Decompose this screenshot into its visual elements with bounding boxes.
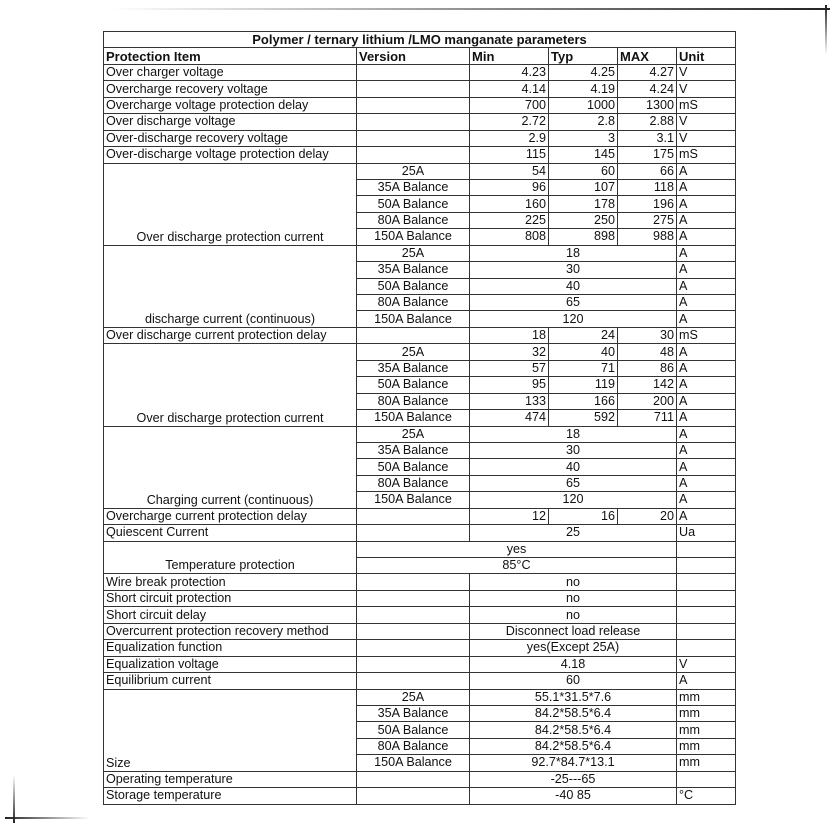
unit-cell: mm (677, 755, 736, 771)
version-cell (357, 771, 470, 787)
version-cell: 80A Balance (357, 475, 470, 491)
version-cell (357, 525, 470, 541)
value-cell: 25 (470, 525, 677, 541)
max-cell: 1300 (618, 97, 677, 113)
table-row (104, 656, 736, 672)
unit-cell: Ua (677, 525, 736, 541)
min-cell: 700 (470, 97, 549, 113)
unit-cell: A (677, 196, 736, 212)
version-cell: 50A Balance (357, 278, 470, 294)
version-cell: 35A Balance (357, 360, 470, 376)
protection-item: Operating temperature (104, 771, 357, 787)
value-cell: yes(Except 25A) (470, 640, 677, 656)
value-cell: -40 85 (470, 788, 677, 804)
unit-cell: V (677, 81, 736, 97)
value-cell: 40 (470, 278, 677, 294)
typ-cell: 107 (549, 179, 618, 195)
protection-item: Short circuit protection (104, 590, 357, 606)
table-row (104, 673, 736, 689)
unit-cell: A (677, 475, 736, 491)
value-cell: no (470, 590, 677, 606)
version-cell: 150A Balance (357, 755, 470, 771)
version-cell (357, 64, 470, 80)
min-cell: 133 (470, 393, 549, 409)
table-row (104, 114, 736, 130)
value-cell: Disconnect load release (470, 623, 677, 639)
typ-cell: 3 (549, 130, 618, 146)
protection-item: Over discharge protection current (104, 163, 357, 245)
max-cell: 196 (618, 196, 677, 212)
unit-cell: mS (677, 327, 736, 343)
crop-mark (110, 8, 830, 10)
column-header: Unit (677, 48, 736, 64)
table-row (104, 574, 736, 590)
unit-cell: mm (677, 738, 736, 754)
table-row (104, 327, 736, 343)
table-row (104, 147, 736, 163)
version-cell: 80A Balance (357, 295, 470, 311)
protection-item: Wire break protection (104, 574, 357, 590)
min-cell: 57 (470, 360, 549, 376)
min-cell: 4.14 (470, 81, 549, 97)
table-row (104, 81, 736, 97)
min-cell: 115 (470, 147, 549, 163)
unit-cell: A (677, 245, 736, 261)
min-cell: 474 (470, 410, 549, 426)
unit-cell: V (677, 656, 736, 672)
column-header: MAX (618, 48, 677, 64)
table-row (104, 64, 736, 80)
unit-cell: A (677, 393, 736, 409)
unit-cell (677, 574, 736, 590)
protection-item: Over discharge voltage (104, 114, 357, 130)
min-cell: 96 (470, 179, 549, 195)
table-row (104, 130, 736, 146)
version-cell: 25A (357, 163, 470, 179)
min-cell: 225 (470, 212, 549, 228)
version-cell (357, 656, 470, 672)
value-cell: 84.2*58.5*6.4 (470, 722, 677, 738)
value-cell: 65 (470, 295, 677, 311)
typ-cell: 4.25 (549, 64, 618, 80)
max-cell: 175 (618, 147, 677, 163)
unit-cell: V (677, 64, 736, 80)
version-cell (357, 623, 470, 639)
typ-cell: 166 (549, 393, 618, 409)
min-cell: 32 (470, 344, 549, 360)
unit-cell (677, 558, 736, 574)
version-cell: 25A (357, 245, 470, 261)
max-cell: 988 (618, 229, 677, 245)
protection-item: Overcurrent protection recovery method (104, 623, 357, 639)
version-cell: 150A Balance (357, 229, 470, 245)
table-row (104, 590, 736, 606)
table-row (104, 689, 736, 705)
crop-mark (13, 775, 15, 823)
max-cell: 711 (618, 410, 677, 426)
table-row (104, 640, 736, 656)
version-cell: 35A Balance (357, 705, 470, 721)
version-cell: 50A Balance (357, 196, 470, 212)
crop-mark (5, 817, 90, 819)
typ-cell: 119 (549, 377, 618, 393)
max-cell: 30 (618, 327, 677, 343)
typ-cell: 40 (549, 344, 618, 360)
version-cell (357, 574, 470, 590)
version-cell (357, 130, 470, 146)
version-cell: 50A Balance (357, 722, 470, 738)
table-row (104, 245, 736, 261)
min-cell: 2.9 (470, 130, 549, 146)
version-cell: 35A Balance (357, 442, 470, 458)
typ-cell: 898 (549, 229, 618, 245)
value-cell: 30 (470, 442, 677, 458)
unit-cell: V (677, 114, 736, 130)
max-cell: 4.24 (618, 81, 677, 97)
max-cell: 86 (618, 360, 677, 376)
protection-item: Over-discharge recovery voltage (104, 130, 357, 146)
value-cell: 120 (470, 311, 677, 327)
protection-item: Temperature protection (104, 541, 357, 574)
typ-cell: 250 (549, 212, 618, 228)
unit-cell: V (677, 130, 736, 146)
version-cell (357, 640, 470, 656)
unit-cell: A (677, 360, 736, 376)
min-cell: 4.23 (470, 64, 549, 80)
typ-cell: 592 (549, 410, 618, 426)
column-header: Version (357, 48, 470, 64)
max-cell: 2.88 (618, 114, 677, 130)
version-cell: 150A Balance (357, 492, 470, 508)
protection-item: Size (104, 689, 357, 771)
typ-cell: 145 (549, 147, 618, 163)
unit-cell: A (677, 410, 736, 426)
value-cell: no (470, 574, 677, 590)
table-row (104, 607, 736, 623)
value-cell: 30 (470, 262, 677, 278)
min-cell: 95 (470, 377, 549, 393)
version-cell (357, 97, 470, 113)
column-header: Typ (549, 48, 618, 64)
unit-cell: mm (677, 722, 736, 738)
unit-cell (677, 590, 736, 606)
column-header: Protection Item (104, 48, 357, 64)
table-row (104, 163, 736, 179)
unit-cell: °C (677, 788, 736, 804)
max-cell: 3.1 (618, 130, 677, 146)
version-cell: 50A Balance (357, 377, 470, 393)
value-cell: 55.1*31.5*7.6 (470, 689, 677, 705)
version-cell: 25A (357, 344, 470, 360)
unit-cell: A (677, 212, 736, 228)
crop-mark (825, 5, 827, 55)
protection-item: Equalization function (104, 640, 357, 656)
value-cell: 120 (470, 492, 677, 508)
unit-cell: A (677, 278, 736, 294)
protection-item: Equilibrium current (104, 673, 357, 689)
min-cell: 12 (470, 508, 549, 524)
table-row (104, 344, 736, 360)
value-cell: 18 (470, 426, 677, 442)
typ-cell: 4.19 (549, 81, 618, 97)
version-cell (357, 673, 470, 689)
version-cell (357, 607, 470, 623)
table-row (104, 525, 736, 541)
max-cell: 142 (618, 377, 677, 393)
typ-cell: 24 (549, 327, 618, 343)
table-row (104, 788, 736, 804)
min-cell: 2.72 (470, 114, 549, 130)
value-cell: 65 (470, 475, 677, 491)
version-cell (357, 508, 470, 524)
table-row (104, 623, 736, 639)
version-cell: 80A Balance (357, 738, 470, 754)
protection-item: Storage temperature (104, 788, 357, 804)
unit-cell: mS (677, 97, 736, 113)
unit-cell: A (677, 377, 736, 393)
protection-item: Overcharge voltage protection delay (104, 97, 357, 113)
protection-item: Short circuit delay (104, 607, 357, 623)
protection-item: Overcharge recovery voltage (104, 81, 357, 97)
version-cell: 25A (357, 426, 470, 442)
unit-cell: A (677, 262, 736, 278)
table-row (104, 508, 736, 524)
parameters-table (103, 31, 736, 805)
unit-cell: A (677, 179, 736, 195)
min-cell: 18 (470, 327, 549, 343)
unit-cell (677, 640, 736, 656)
unit-cell: mm (677, 705, 736, 721)
value-cell: no (470, 607, 677, 623)
unit-cell (677, 541, 736, 557)
protection-item: Quiescent Current (104, 525, 357, 541)
typ-cell: 60 (549, 163, 618, 179)
unit-cell (677, 607, 736, 623)
version-cell (357, 147, 470, 163)
value-cell: 40 (470, 459, 677, 475)
max-cell: 20 (618, 508, 677, 524)
max-cell: 66 (618, 163, 677, 179)
version-cell: 150A Balance (357, 410, 470, 426)
protection-item: Overcharge current protection delay (104, 508, 357, 524)
value-cell: 84.2*58.5*6.4 (470, 738, 677, 754)
unit-cell: A (677, 311, 736, 327)
version-cell (357, 788, 470, 804)
unit-cell: A (677, 295, 736, 311)
table-row (104, 97, 736, 113)
min-cell: 808 (470, 229, 549, 245)
unit-cell (677, 771, 736, 787)
typ-cell: 71 (549, 360, 618, 376)
max-cell: 118 (618, 179, 677, 195)
value-cell: yes (357, 541, 677, 557)
min-cell: 54 (470, 163, 549, 179)
version-cell (357, 81, 470, 97)
table-row (104, 426, 736, 442)
version-cell (357, 590, 470, 606)
value-cell: 92.7*84.7*13.1 (470, 755, 677, 771)
unit-cell: mS (677, 147, 736, 163)
table-row (104, 771, 736, 787)
typ-cell: 2.8 (549, 114, 618, 130)
typ-cell: 16 (549, 508, 618, 524)
unit-cell (677, 623, 736, 639)
unit-cell: A (677, 442, 736, 458)
max-cell: 275 (618, 212, 677, 228)
table-row (104, 541, 736, 557)
protection-item: discharge current (continuous) (104, 245, 357, 327)
header-row (104, 48, 736, 64)
typ-cell: 1000 (549, 97, 618, 113)
version-cell: 35A Balance (357, 262, 470, 278)
unit-cell: A (677, 508, 736, 524)
unit-cell: A (677, 459, 736, 475)
version-cell: 25A (357, 689, 470, 705)
protection-item: Over-discharge voltage protection delay (104, 147, 357, 163)
protection-item: Over charger voltage (104, 64, 357, 80)
value-cell: -25---65 (470, 771, 677, 787)
table-title: Polymer / ternary lithium /LMO manganate parameters (104, 32, 736, 48)
unit-cell: mm (677, 689, 736, 705)
value-cell: 60 (470, 673, 677, 689)
column-header: Min (470, 48, 549, 64)
protection-item: Over discharge protection current (104, 344, 357, 426)
typ-cell: 178 (549, 196, 618, 212)
protection-item: Over discharge current protection delay (104, 327, 357, 343)
unit-cell: A (677, 344, 736, 360)
version-cell (357, 114, 470, 130)
max-cell: 4.27 (618, 64, 677, 80)
protection-item: Charging current (continuous) (104, 426, 357, 508)
version-cell: 80A Balance (357, 393, 470, 409)
value-cell: 18 (470, 245, 677, 261)
version-cell: 150A Balance (357, 311, 470, 327)
value-cell: 85°C (357, 558, 677, 574)
unit-cell: A (677, 673, 736, 689)
max-cell: 200 (618, 393, 677, 409)
unit-cell: A (677, 163, 736, 179)
protection-item: Equalization voltage (104, 656, 357, 672)
min-cell: 160 (470, 196, 549, 212)
unit-cell: A (677, 229, 736, 245)
version-cell: 80A Balance (357, 212, 470, 228)
unit-cell: A (677, 492, 736, 508)
version-cell: 35A Balance (357, 179, 470, 195)
version-cell: 50A Balance (357, 459, 470, 475)
version-cell (357, 327, 470, 343)
value-cell: 84.2*58.5*6.4 (470, 705, 677, 721)
value-cell: 4.18 (470, 656, 677, 672)
max-cell: 48 (618, 344, 677, 360)
unit-cell: A (677, 426, 736, 442)
